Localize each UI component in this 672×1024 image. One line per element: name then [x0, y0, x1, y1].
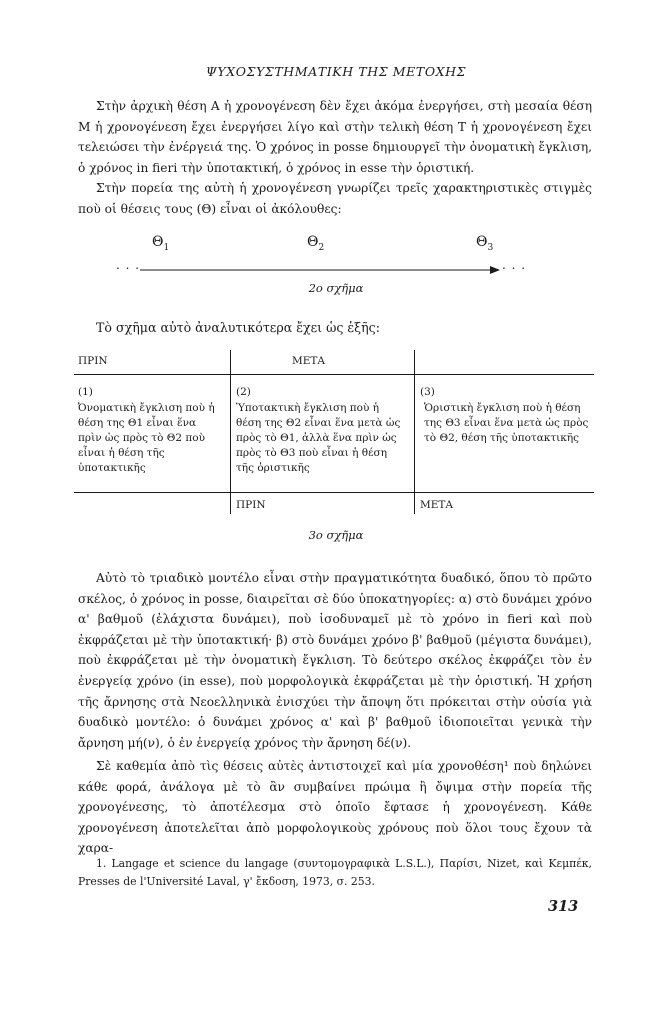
- paragraph-3: [78, 568, 592, 753]
- figure-3-lower-rule: [74, 492, 594, 493]
- theta-3-label: [476, 234, 493, 253]
- paragraph-4-text: Σὲ καθεμία ἀπὸ τὶς θέσεις αὐτὲς ἀντιστοιχεῖ καὶ μία χρονοθέση¹ ποὺ δηλώνει κάθε φορά, ἀνάλογα μὲ τὸ ἂν συμβαίνει πρώιμα ἢ ὄψιμα στὴν πορεία τῆς χρονογένεσης, τὸ ἀποτέλεσμα στὸ ὁποῖο ἔφτασε ἡ χρονογένεση. Κάθε χρονογένεση ἀποτελεῖται ἀπὸ μορφολογικοὺς χρόνους ποὺ ὅλοι τους ἔχουν τὰ χαρα-: [78, 759, 592, 856]
- footnote-text: 1. Langage et science du langage (συντομογραφικὰ L.S.L.), Παρίσι, Nizet, καὶ Κεμπέκ, Presses de l'Université Laval, γ' ἔκδοση, 1973, σ. 253.: [78, 857, 592, 888]
- paragraph-2-text: Στὴν πορεία της αὐτὴ ἡ χρονογένεση γνωρίζει τρεῖς χαρακτηριστικὲς στιγμὲς ποὺ οἱ θέσεις τους (Θ) εἶναι οἱ ἀκόλουθες:: [78, 181, 592, 216]
- paragraph-1-text: Στὴν ἀρχικὴ θέση Α ἡ χρονογένεση δὲν ἔχει ἀκόμα ἐνεργήσει, στὴ μεσαία θέση Μ ἡ χρονογένεση ἔχει ἐνεργήσει λίγο καὶ στὴν τελικὴ θέση Τ ἡ χρονογένεση ἔχει τελειώσει τὴν ἐνέργειά της. Ὁ χρόνος in posse δημιουργεῖ τὴν ὀνοματικὴ ἔγκλιση, ὁ χρόνος in fieri τὴν ὑποτακτική, ὁ χρόνος in esse τὴν ὁριστική.: [78, 99, 592, 175]
- page-number: 313: [548, 898, 579, 915]
- figure-3-top-after: ΜΕΤΑ: [292, 355, 326, 367]
- figure-3-col3-text: Ὁριστικὴ ἔγκλιση ποὺ ἡ θέση της Θ3 εἶναι ἕνα μετὰ ὡς πρὸς τὸ Θ2, θέση τῆς ὑποτακτικῆς: [424, 402, 589, 444]
- figure-3-divider-mid-2: [414, 384, 415, 492]
- theta-1-index: 1: [163, 242, 170, 253]
- figure-3-bottom-after: ΜΕΤΑ: [420, 499, 454, 511]
- theta-2-symbol: Θ: [307, 234, 319, 250]
- figure-3-caption: 3ο σχῆμα: [308, 528, 364, 542]
- figure-3-col1-number: (1): [78, 386, 93, 398]
- theta-2-label: [307, 234, 324, 253]
- theta-1-symbol: Θ: [152, 234, 164, 250]
- paragraph-1: [78, 96, 592, 178]
- theta-2-index: 2: [318, 242, 325, 253]
- figure-3-col2-text: Ὑποτακτικὴ ἔγκλιση ποὺ ἡ θέση της Θ2 εἶναι ἕνα μετὰ ὡς πρὸς τὸ Θ1, ἀλλὰ ἕνα πρὶν ὡς πρὸς τὸ Θ3 ποὺ εἶναι ἡ θέση τῆς ὁριστικῆς: [236, 402, 401, 474]
- figure-3-bottom-before: ΠΡΙΝ: [236, 499, 266, 511]
- figure-3-divider-bottom-2: [414, 492, 415, 514]
- paragraph-3-text: Αὐτὸ τὸ τριαδικὸ μοντέλο εἶναι στὴν πραγματικότητα δυαδικό, ὅπου τὸ πρῶτο σκέλος, ὁ χρόνος in posse, διαιρεῖται σὲ δύο ὑποκατηγορίες: α) στὸ δυνάμει χρόνο α' βαθμοῦ (ἐλάχιστα δυνάμει), ποὺ ἰσοδυναμεῖ μὲ τὸ χρόνο in fieri καὶ ποὺ ἐκφράζεται μὲ τὴν ὑποτακτική· β) στὸ δυνάμει χρόνο β' βαθμοῦ (μέγιστα δυνάμει), ποὺ ἐκφράζεται μὲ τὴν ὀνοματικὴ ἔγκλιση. Τὸ δεύτερο σκέλος ἐκφράζει τὸν ἐν ἐνεργείᾳ χρόνο (in esse), ποὺ μορφολογικὰ ἐκφράζεται μὲ τὴν ὁριστική. Ἡ χρήση τῆς ἄρνησης στὰ Νεοελληνικὰ ἐνισχύει τὴν ἄποψη ὅτι πρόκειται στὴν οὐσία γιὰ δυαδικὸ μοντέλο: ὁ δυνάμει χρόνος α' καὶ β' βαθμοῦ ἰδιοποιεῖται γενικὰ τὴν ἄρνηση μή(ν), ὁ ἐν ἐνεργείᾳ χρόνος τὴν ἄρνηση δέ(ν).: [78, 571, 592, 750]
- figure-3-divider-top-1: [230, 350, 231, 388]
- figure-2-caption: 2ο σχῆμα: [308, 281, 364, 295]
- paragraph-4: [78, 756, 592, 859]
- figure-3-col3-number: (3): [420, 386, 435, 398]
- figure-3-divider-top-2: [414, 350, 415, 388]
- trailing-dots: . . .: [502, 258, 527, 272]
- figure-3-divider-bottom-1: [230, 492, 231, 514]
- figure-3-col2-number: (2): [236, 386, 251, 398]
- figure-3-divider-mid-1: [230, 384, 231, 492]
- figure-3-upper-rule: [74, 374, 594, 375]
- figure-3-intro-text: Τὸ σχῆμα αὐτὸ ἀναλυτικότερα ἔχει ὡς ἑξῆς:: [96, 320, 380, 335]
- theta-1-label: [152, 234, 169, 253]
- figure-3-intro: [78, 318, 592, 339]
- leading-dots: . . .: [116, 258, 141, 272]
- running-header: ΨΥΧΟΣΥΣΤΗΜΑΤΙΚΗ ΤΗΣ ΜΕΤΟΧΗΣ: [205, 64, 467, 79]
- theta-3-index: 3: [487, 242, 494, 253]
- footnote: [78, 855, 592, 891]
- figure-3-col1-text: Ὀνοματικὴ ἔγκλιση ποὺ ἡ θέση της Θ1 εἶναι ἕνα πρὶν ὡς πρὸς τὸ Θ2 ποὺ εἶναι ἡ θέση τῆς ὑποτακτικῆς: [78, 402, 215, 474]
- paragraph-2: [78, 178, 592, 219]
- theta-3-symbol: Θ: [476, 234, 488, 250]
- timeline-arrow: [140, 265, 540, 275]
- figure-3-top-before: ΠΡΙΝ: [78, 355, 108, 367]
